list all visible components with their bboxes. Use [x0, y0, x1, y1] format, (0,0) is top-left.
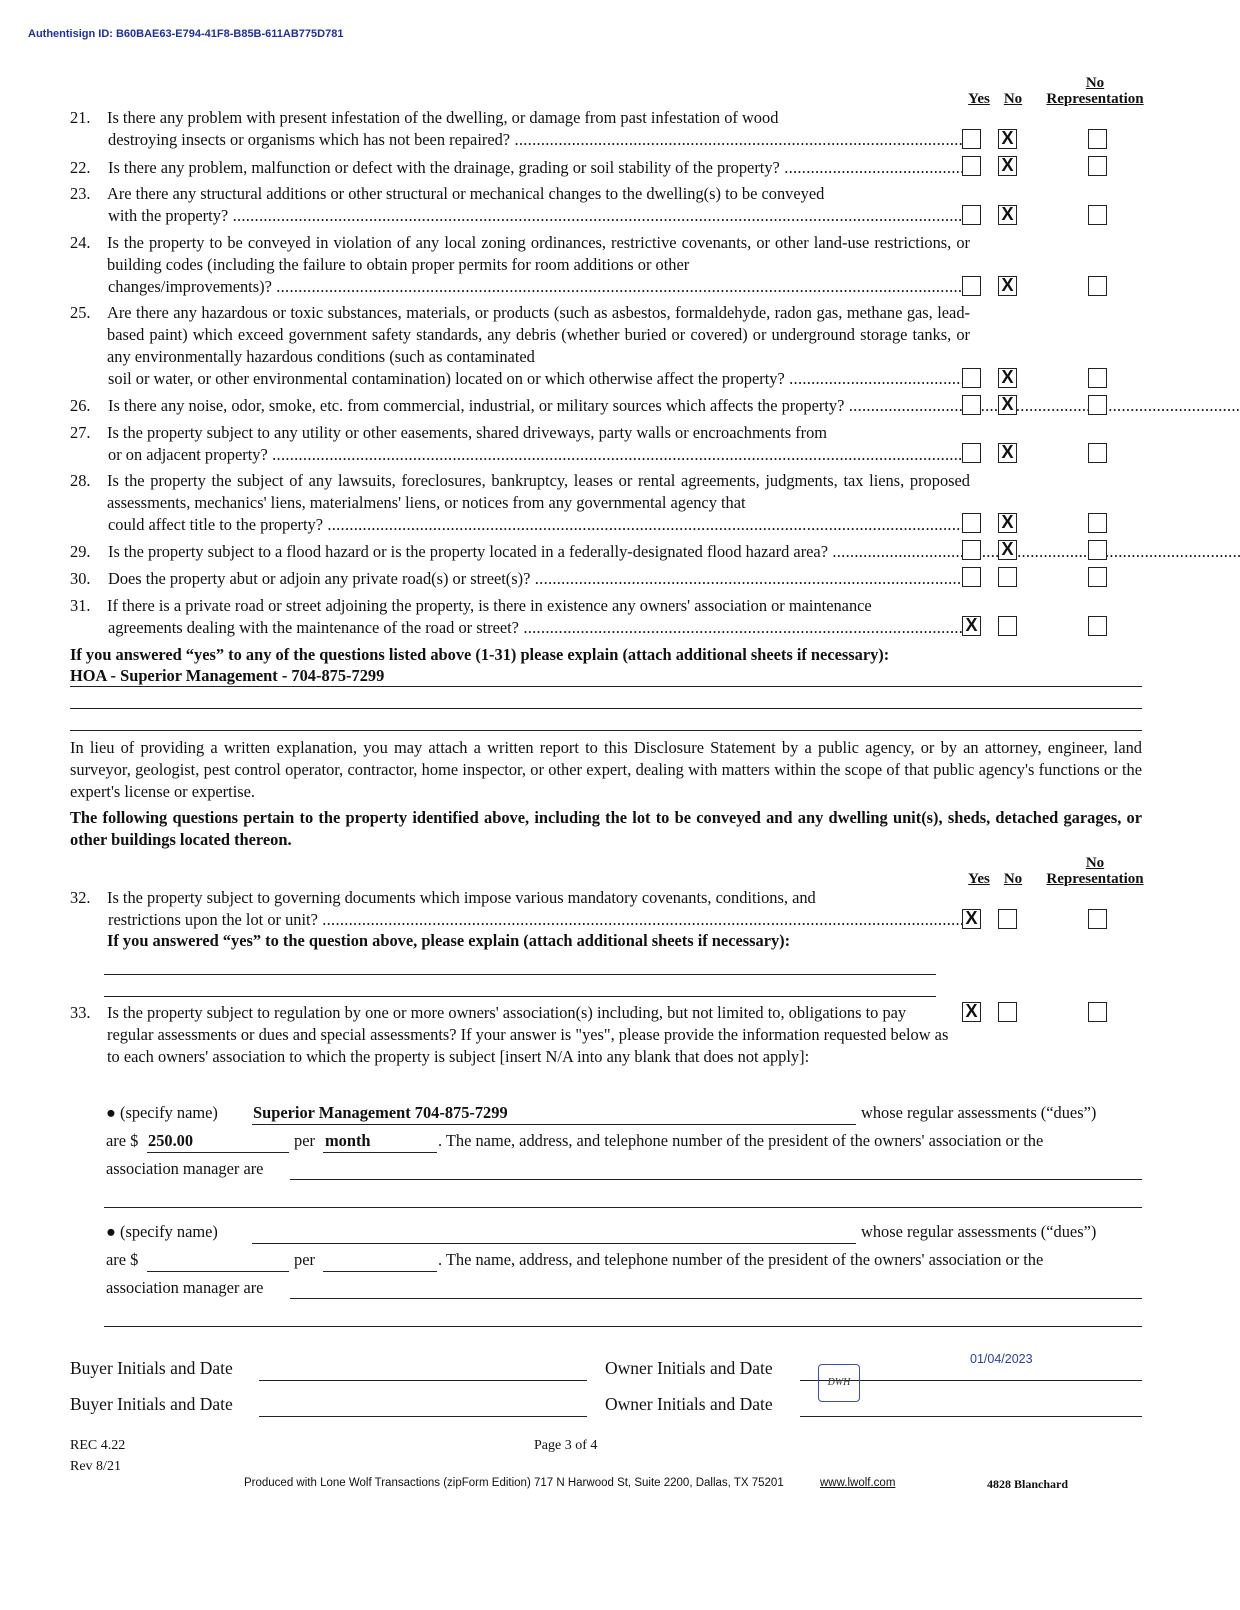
owner-initials-line-2[interactable]: [800, 1416, 1142, 1417]
question-text: Is the property the subject of any lawsuits, foreclosures, bankruptcy, leases or rental agreements, judgments, tax liens, proposed assessments, mechanics' liens, materialmens' liens, or notices from any governmental agency that: [107, 471, 970, 512]
footer-produced-by: Produced with Lone Wolf Transactions (zipForm Edition) 717 N Harwood St, Suite 2200, Dallas, TX 75201: [244, 1477, 784, 1489]
q26-norep-checkbox[interactable]: [1088, 395, 1107, 415]
question-number: 27.: [70, 423, 91, 442]
q27-no-checkbox[interactable]: X: [998, 443, 1017, 463]
assoc2-per-label: per: [294, 1250, 315, 1269]
q31-yes-checkbox[interactable]: X: [962, 616, 981, 636]
q23-norep-checkbox[interactable]: [1088, 205, 1107, 225]
explain-prompt-2: If you answered “yes” to the question above, please explain (attach additional sheets if necessary):: [107, 931, 791, 950]
question-24: [70, 232, 970, 298]
question-25: [70, 302, 970, 390]
q32-no-checkbox[interactable]: [998, 909, 1017, 929]
explain-answer-1[interactable]: HOA - Superior Management - 704-875-7299: [70, 666, 385, 685]
question-23: [70, 183, 970, 227]
question-text-last: Is there any noise, odor, smoke, etc. from commercial, industrial, or military sources which affects the property? .....: [108, 395, 1240, 417]
assoc1-name-addr-text: . The name, address, and telephone number of the president of the owners' association or the: [438, 1131, 1044, 1150]
question-27: [70, 422, 970, 466]
question-text-last: changes/improvements)? .....: [108, 276, 977, 298]
question-text: Is there any problem with present infestation of the dwelling, or damage from past infestation of wood: [107, 108, 779, 127]
assoc1-name-line: [252, 1124, 856, 1125]
q27-yes-checkbox[interactable]: [962, 443, 981, 463]
q29-yes-checkbox[interactable]: [962, 540, 981, 560]
footer-form-code: REC 4.22: [70, 1438, 126, 1453]
question-number: 24.: [70, 233, 91, 252]
question-number: 23.: [70, 184, 91, 203]
owner-initials-label-1: Owner Initials and Date: [605, 1358, 773, 1378]
q28-norep-checkbox[interactable]: [1088, 513, 1107, 533]
footer-url-link[interactable]: www.lwolf.com: [820, 1477, 896, 1489]
q28-yes-checkbox[interactable]: [962, 513, 981, 533]
q28-no-checkbox[interactable]: X: [998, 513, 1017, 533]
no-representation-header-line2: Representation: [1046, 91, 1144, 107]
q25-norep-checkbox[interactable]: [1088, 368, 1107, 388]
question-26: [70, 395, 970, 417]
question-text: Is the property subject to regulation by one or more owners' association(s) including, but not limited to, obligations to pay regular assessments or dues and special assessments? If your answer is "yes", please provide the information requested below as to each owners' association to which the property is subject [insert N/A into any blank that does not apply]:: [107, 1003, 949, 1066]
question-text-last: destroying insects or organisms which has not been repaired? .....: [108, 129, 977, 151]
explain2-line-1: [104, 974, 936, 975]
owner-initials-signature[interactable]: DWH: [818, 1364, 860, 1402]
assoc1-manager-label: association manager are: [106, 1159, 264, 1178]
q33-no-checkbox[interactable]: [998, 1002, 1017, 1022]
lieu-paragraph: In lieu of providing a written explanation, you may attach a written report to this Disclosure Statement by a public agency, or by an attorney, engineer, land surveyor, geologist, pest control operator, contractor, home inspector, or other expert, dealing with matters within the scope of that public agency's functions or the expert's license or expertise.: [70, 738, 1142, 801]
question-text-last: or on adjacent property? .....: [108, 444, 977, 466]
buyer-initials-label-1: Buyer Initials and Date: [70, 1358, 233, 1378]
q32-yes-checkbox[interactable]: X: [962, 909, 981, 929]
footer-property-name: 4828 Blanchard: [987, 1477, 1069, 1491]
assoc1-are-label: are $: [106, 1131, 139, 1150]
explain-line-2: [70, 708, 1142, 709]
assoc1-extra-line[interactable]: [104, 1207, 1142, 1208]
question-text: If there is a private road or street adjoining the property, is there in existence any owners' association or maintenance: [107, 596, 872, 615]
question-text-last: agreements dealing with the maintenance of the road or street? .....: [108, 617, 977, 639]
question-text-last: could affect title to the property? .....: [108, 514, 977, 536]
question-text-last: Is there any problem, malfunction or defect with the drainage, grading or soil stability of the property? .....: [108, 157, 977, 179]
q33-norep-checkbox[interactable]: [1088, 1002, 1107, 1022]
question-number: 30.: [70, 569, 91, 588]
no-representation-header-line1: No: [1085, 75, 1105, 91]
question-text-last: Is the property subject to a flood hazard or is the property located in a federally-designated flood hazard area? .....: [108, 541, 1240, 563]
q24-norep-checkbox[interactable]: [1088, 276, 1107, 296]
q22-yes-checkbox[interactable]: [962, 156, 981, 176]
q21-norep-checkbox[interactable]: [1088, 129, 1107, 149]
question-number: 32.: [70, 888, 91, 907]
question-text: Is the property subject to governing documents which impose various mandatory covenants, conditions, and: [107, 888, 816, 907]
q24-yes-checkbox[interactable]: [962, 276, 981, 296]
assoc2-period-line: [323, 1271, 437, 1272]
assoc2-extra-line[interactable]: [104, 1326, 1142, 1327]
question-28: [70, 470, 970, 536]
assoc1-period-line: [323, 1152, 437, 1153]
buyer-initials-line-2[interactable]: [259, 1416, 587, 1417]
question-32: [70, 887, 970, 931]
q29-norep-checkbox[interactable]: [1088, 540, 1107, 560]
explain-prompt-1: If you answered “yes” to any of the questions listed above (1-31) please explain (attach additional sheets if necessary):: [70, 645, 890, 664]
assoc2-specify-label: ● (specify name): [106, 1222, 218, 1241]
q30-no-checkbox[interactable]: [998, 567, 1017, 587]
assoc1-amount-line: [147, 1152, 289, 1153]
question-text: Are there any hazardous or toxic substances, materials, or products (such as asbestos, formaldehyde, radon gas, methane gas, lead-based paint) which exceed government safety standards, any debris (whether buried or covered) or underground storage tanks, or any environmentally hazardous conditions (such as contaminated: [107, 303, 970, 366]
authentisign-id: Authentisign ID: B60BAE63-E794-41F8-B85B-611AB775D781: [28, 28, 344, 40]
assoc2-amount-line: [147, 1271, 289, 1272]
q21-no-checkbox[interactable]: X: [998, 129, 1017, 149]
q24-no-checkbox[interactable]: X: [998, 276, 1017, 296]
no-representation-header-2-line2: Representation: [1046, 871, 1144, 887]
q32-norep-checkbox[interactable]: [1088, 909, 1107, 929]
q29-no-checkbox[interactable]: X: [998, 540, 1017, 560]
q31-norep-checkbox[interactable]: [1088, 616, 1107, 636]
q27-norep-checkbox[interactable]: [1088, 443, 1107, 463]
question-text: Are there any structural additions or other structural or mechanical changes to the dwelling(s) to be conveyed: [107, 184, 825, 203]
question-29: [70, 541, 970, 563]
question-text-last: with the property? .....: [108, 205, 977, 227]
q26-yes-checkbox[interactable]: [962, 395, 981, 415]
question-number: 28.: [70, 471, 91, 490]
assoc2-are-label: are $: [106, 1250, 139, 1269]
q25-no-checkbox[interactable]: X: [998, 368, 1017, 388]
yes-column-header-2: Yes: [968, 871, 990, 887]
assoc2-name-addr-text: . The name, address, and telephone number of the president of the owners' association or the: [438, 1250, 1044, 1269]
buyer-initials-line-1[interactable]: [259, 1380, 587, 1381]
question-text: Is the property to be conveyed in violation of any local zoning ordinances, restrictive covenants, or other land-use restrictions, or building codes (including the failure to obtain proper permits for room additions or other: [107, 233, 970, 274]
buyer-initials-label-2: Buyer Initials and Date: [70, 1394, 233, 1414]
assoc1-specify-label: ● (specify name): [106, 1103, 218, 1122]
yes-column-header: Yes: [968, 91, 990, 107]
q22-norep-checkbox[interactable]: [1088, 156, 1107, 176]
footer-page-number: Page 3 of 4: [534, 1438, 598, 1453]
owner-initials-date: 01/04/2023: [970, 1352, 1033, 1366]
q30-yes-checkbox[interactable]: [962, 567, 981, 587]
q23-no-checkbox[interactable]: X: [998, 205, 1017, 225]
question-number: 33.: [70, 1003, 91, 1022]
question-number: 29.: [70, 542, 91, 561]
following-paragraph: The following questions pertain to the property identified above, including the lot to be conveyed and any dwelling unit(s), sheds, detached garages, or other buildings located thereon.: [70, 808, 1142, 849]
explain-line-3: [70, 730, 1142, 731]
question-number: 31.: [70, 596, 91, 615]
assoc2-dues-label: whose regular assessments (“dues”): [861, 1222, 1097, 1241]
question-number: 21.: [70, 108, 91, 127]
q30-norep-checkbox[interactable]: [1088, 567, 1107, 587]
assoc2-manager-label: association manager are: [106, 1278, 264, 1297]
q21-yes-checkbox[interactable]: [962, 129, 981, 149]
no-column-header-2: No: [1003, 871, 1023, 887]
no-column-header: No: [1003, 91, 1023, 107]
q25-yes-checkbox[interactable]: [962, 368, 981, 388]
question-text-last: Does the property abut or adjoin any private road(s) or street(s)? .....: [108, 568, 977, 590]
q23-yes-checkbox[interactable]: [962, 205, 981, 225]
question-text-last: soil or water, or other environmental contamination) located on or which otherwise affect the property? .....: [108, 368, 977, 390]
assoc1-per-label: per: [294, 1131, 315, 1150]
footer-revision: Rev 8/21: [70, 1459, 121, 1474]
question-text: Is the property subject to any utility or other easements, shared driveways, party walls or encroachments from: [107, 423, 828, 442]
no-representation-header-2-line1: No: [1085, 855, 1105, 871]
question-number: 26.: [70, 396, 91, 415]
q26-no-checkbox[interactable]: X: [998, 395, 1017, 415]
q33-yes-checkbox[interactable]: X: [962, 1002, 981, 1022]
owner-initials-label-2: Owner Initials and Date: [605, 1394, 773, 1414]
question-number: 25.: [70, 303, 91, 322]
assoc2-manager-line[interactable]: [290, 1298, 1142, 1299]
explain2-line-2: [104, 996, 936, 997]
q31-no-checkbox[interactable]: [998, 616, 1017, 636]
assoc1-manager-line[interactable]: [290, 1179, 1142, 1180]
question-30: [70, 568, 970, 590]
question-33: [70, 1002, 950, 1068]
question-21: [70, 107, 970, 151]
question-31: [70, 595, 970, 639]
question-text-last: restrictions upon the lot or unit? .....: [108, 909, 977, 931]
q22-no-checkbox[interactable]: X: [998, 156, 1017, 176]
question-22: [70, 157, 970, 179]
assoc1-dues-label: whose regular assessments (“dues”): [861, 1103, 1097, 1122]
assoc1-name-field[interactable]: Superior Management 704-875-7299: [253, 1103, 508, 1122]
assoc1-period-field[interactable]: month: [325, 1131, 371, 1150]
assoc2-name-line: [252, 1243, 856, 1244]
assoc1-amount-field[interactable]: 250.00: [148, 1131, 194, 1150]
question-number: 22.: [70, 158, 91, 177]
explain-line-1: [70, 686, 1142, 687]
